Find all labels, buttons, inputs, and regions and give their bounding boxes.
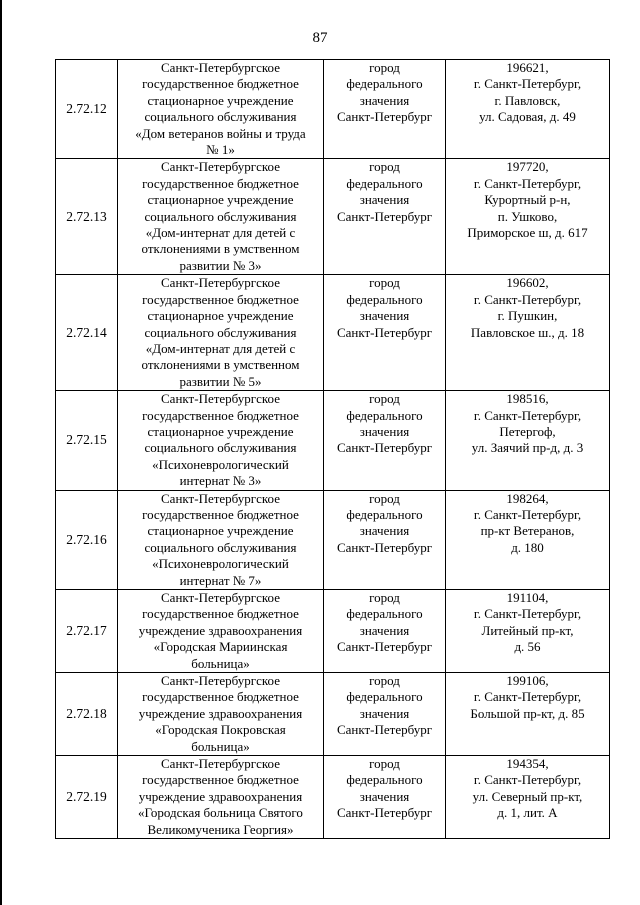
name-line: учреждение здравоохранения (138, 622, 303, 638)
address-line: Курортный р-н, (484, 192, 571, 208)
cell-status (324, 490, 446, 589)
status-line: город (369, 275, 400, 291)
name-line: Санкт-Петербургское (161, 756, 280, 772)
address-line: г. Санкт-Петербург, (473, 772, 582, 788)
cell-name (118, 159, 324, 275)
address-line: г. Санкт-Петербург, (473, 76, 582, 92)
name-line: «Городская Мариинская (153, 639, 288, 655)
name-line: больница» (191, 655, 250, 671)
name-line: Санкт-Петербургское (161, 60, 280, 75)
name-line: стационарное учреждение (147, 523, 294, 539)
cell-status (324, 756, 446, 839)
name-line: социального обслуживания (144, 208, 297, 224)
row-number: 2.72.16 (56, 490, 118, 589)
institutions-table (55, 59, 610, 839)
status-line: город (369, 590, 400, 605)
name-line: «Городская Покровская (155, 722, 286, 738)
table-row (56, 60, 610, 159)
cell-status (324, 590, 446, 673)
name-line: «Психоневрологический (152, 456, 289, 472)
name-line: стационарное учреждение (147, 423, 294, 439)
address-line: г. Санкт-Петербург, (473, 606, 582, 622)
name-line: Санкт-Петербургское (161, 490, 280, 506)
status-line: федерального (346, 606, 423, 622)
status-line: значения (359, 423, 410, 439)
address-line: г. Санкт-Петербург, (473, 689, 582, 705)
name-line: Санкт-Петербургское (161, 159, 280, 175)
name-line: стационарное учреждение (147, 308, 294, 324)
address-line: г. Пушкин, (497, 308, 558, 324)
page-number: 87 (312, 30, 328, 46)
status-line: значения (359, 308, 410, 324)
row-number: 2.72.15 (56, 391, 118, 490)
table-row (56, 490, 610, 589)
cell-status (324, 60, 446, 159)
address-line: Павловское ш., д. 18 (470, 324, 585, 340)
name-line: государственное бюджетное (142, 506, 299, 522)
name-line: «Городская больница Святого (138, 805, 303, 821)
status-line: город (369, 673, 400, 689)
name-line: Санкт-Петербургское (161, 590, 280, 605)
cell-name (118, 756, 324, 839)
row-number: 2.72.19 (56, 756, 118, 839)
address-line: ул. Северный пр-кт, (472, 788, 583, 804)
name-line: Санкт-Петербургское (161, 275, 280, 291)
address-line: д. 1, лит. А (497, 805, 558, 821)
address-line: 198516, (506, 391, 549, 407)
name-line: учреждение здравоохранения (138, 705, 303, 721)
address-line: 199106, (506, 673, 549, 689)
address-line: г. Санкт-Петербург, (473, 175, 582, 191)
status-line: значения (359, 788, 410, 804)
row-number: 2.72.12 (56, 60, 118, 159)
address-line: д. 180 (511, 539, 544, 555)
cell-address (446, 275, 610, 391)
address-line: ул. Заячий пр-д, д. 3 (471, 440, 584, 456)
name-line: Великомученика Георгия» (147, 821, 294, 837)
address-line: п. Ушково, (497, 208, 558, 224)
address-line: г. Санкт-Петербург, (473, 506, 582, 522)
status-line: федерального (346, 291, 423, 307)
status-line: федерального (346, 175, 423, 191)
cell-address (446, 756, 610, 839)
cell-address (446, 490, 610, 589)
cell-name (118, 60, 324, 159)
table-row (56, 159, 610, 275)
name-line: «Дом-интернат для детей с (145, 225, 296, 241)
name-line: интернат № 7» (179, 572, 262, 588)
name-line: государственное бюджетное (142, 606, 299, 622)
name-line: «Дом ветеранов войны и труда (135, 125, 306, 141)
status-line: Санкт-Петербург (336, 109, 433, 125)
status-line: значения (359, 622, 410, 638)
address-line: г. Санкт-Петербург, (473, 291, 582, 307)
row-number: 2.72.18 (56, 673, 118, 756)
name-line: социального обслуживания (144, 109, 297, 125)
cell-status (324, 391, 446, 490)
status-line: федерального (346, 76, 423, 92)
status-line: Санкт-Петербург (336, 208, 433, 224)
cell-status (324, 673, 446, 756)
cell-name (118, 590, 324, 673)
cell-name (118, 673, 324, 756)
address-line: 196602, (506, 275, 549, 291)
name-line: социального обслуживания (144, 440, 297, 456)
name-line: интернат № 3» (179, 473, 262, 489)
row-number: 2.72.14 (56, 275, 118, 391)
table-row (56, 275, 610, 391)
status-line: город (369, 391, 400, 407)
name-line: Санкт-Петербургское (161, 673, 280, 689)
status-line: Санкт-Петербург (336, 440, 433, 456)
name-line: стационарное учреждение (147, 92, 294, 108)
row-number: 2.72.13 (56, 159, 118, 275)
cell-address (446, 391, 610, 490)
name-line: учреждение здравоохранения (138, 788, 303, 804)
name-line: государственное бюджетное (142, 407, 299, 423)
status-line: город (369, 60, 400, 75)
status-line: федерального (346, 772, 423, 788)
table-row (56, 590, 610, 673)
status-line: значения (359, 92, 410, 108)
cell-status (324, 275, 446, 391)
status-line: значения (359, 523, 410, 539)
address-line: г. Санкт-Петербург, (473, 407, 582, 423)
status-line: Санкт-Петербург (336, 539, 433, 555)
name-line: государственное бюджетное (142, 175, 299, 191)
status-line: значения (359, 705, 410, 721)
table-body (56, 60, 610, 839)
status-line: город (369, 756, 400, 772)
table-row (56, 391, 610, 490)
status-line: значения (359, 192, 410, 208)
cell-address (446, 590, 610, 673)
cell-name (118, 490, 324, 589)
name-line: отклонениями в умственном (141, 241, 300, 257)
name-line: государственное бюджетное (142, 689, 299, 705)
address-line: Приморское ш, д. 617 (467, 225, 588, 241)
address-line: г. Павловск, (494, 92, 561, 108)
status-line: Санкт-Петербург (336, 722, 433, 738)
name-line: «Дом-интернат для детей с (145, 340, 296, 356)
address-line: Литейный пр-кт, (481, 622, 574, 638)
name-line: «Психоневрологический (152, 556, 289, 572)
cell-name (118, 275, 324, 391)
address-line: д. 56 (514, 639, 541, 655)
status-line: федерального (346, 506, 423, 522)
cell-address (446, 60, 610, 159)
status-line: Санкт-Петербург (336, 639, 433, 655)
status-line: Санкт-Петербург (336, 324, 433, 340)
status-line: Санкт-Петербург (336, 805, 433, 821)
name-line: государственное бюджетное (142, 76, 299, 92)
address-line: ул. Садовая, д. 49 (479, 109, 576, 125)
status-line: федерального (346, 407, 423, 423)
cell-address (446, 159, 610, 275)
name-line: развитии № 3» (179, 257, 262, 273)
address-line: Большой пр-кт, д. 85 (470, 705, 585, 721)
table-row (56, 756, 610, 839)
name-line: больница» (191, 738, 250, 754)
name-line: государственное бюджетное (142, 291, 299, 307)
name-line: социального обслуживания (144, 324, 297, 340)
address-line: пр-кт Ветеранов, (480, 523, 575, 539)
name-line: развитии № 5» (179, 373, 262, 389)
cell-address (446, 673, 610, 756)
cell-status (324, 159, 446, 275)
status-line: федерального (346, 689, 423, 705)
cell-name (118, 391, 324, 490)
address-line: 191104, (506, 590, 549, 605)
address-line: Петергоф, (499, 423, 556, 439)
scan-edge-line (0, 0, 2, 905)
address-line: 196621, (506, 60, 549, 75)
status-line: город (369, 490, 400, 506)
table-row (56, 673, 610, 756)
status-line: город (369, 159, 400, 175)
name-line: стационарное учреждение (147, 192, 294, 208)
name-line: Санкт-Петербургское (161, 391, 280, 407)
address-line: 198264, (506, 490, 549, 506)
name-line: государственное бюджетное (142, 772, 299, 788)
address-line: 197720, (506, 159, 549, 175)
name-line: отклонениями в умственном (141, 357, 300, 373)
name-line: социального обслуживания (144, 539, 297, 555)
address-line: 194354, (506, 756, 549, 772)
name-line: № 1» (206, 142, 235, 158)
row-number: 2.72.17 (56, 590, 118, 673)
